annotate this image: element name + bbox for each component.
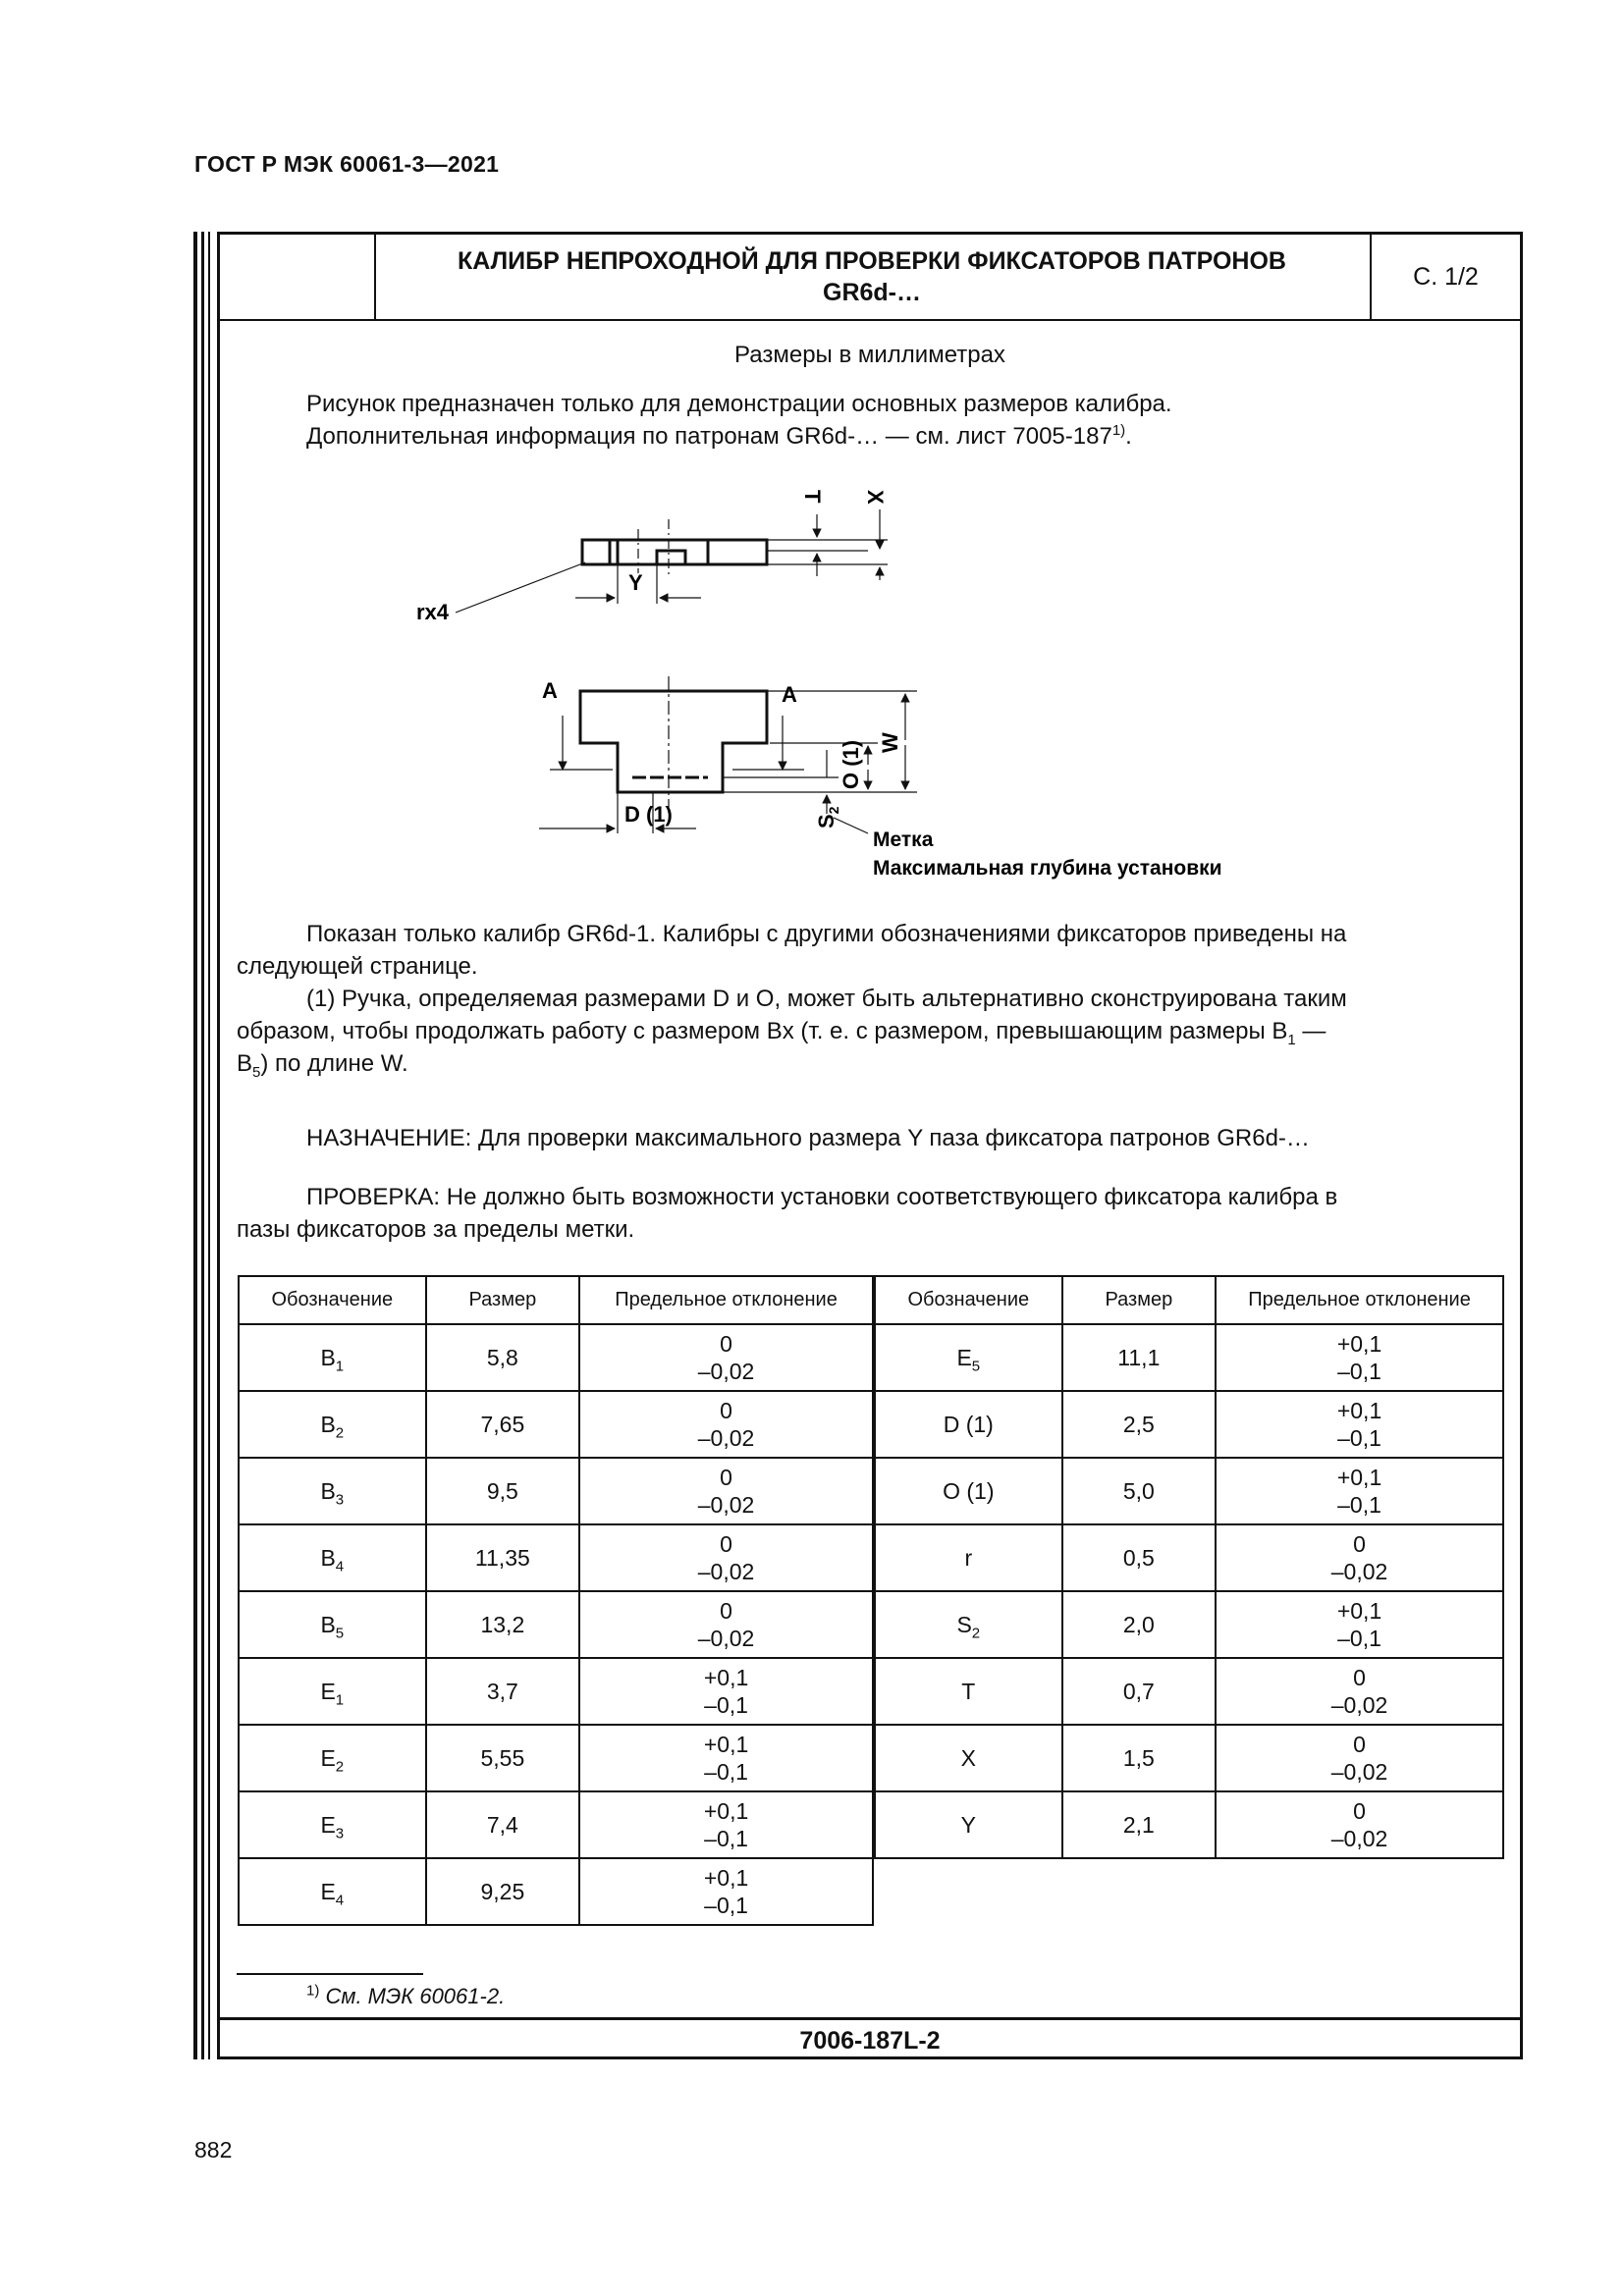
upper-deviation: 0 bbox=[1353, 1732, 1366, 1757]
lower-deviation: –0,1 bbox=[704, 1893, 748, 1918]
check-line: ПРОВЕРКА: Не должно быть возможности установки соответствующего фиксатора калибра в bbox=[306, 1184, 1338, 1210]
upper-deviation: 0 bbox=[1353, 1665, 1366, 1690]
upper-deviation: +0,1 bbox=[703, 1732, 749, 1757]
upper-deviation: +0,1 bbox=[703, 1798, 749, 1824]
deviation-cell bbox=[1216, 1791, 1503, 1858]
title-line: КАЛИБР НЕПРОХОДНОЙ ДЛЯ ПРОВЕРКИ ФИКСАТОРОВ ПАТРОНОВ bbox=[458, 247, 1286, 275]
upper-deviation: +0,1 bbox=[1336, 1331, 1382, 1357]
check-line: пазы фиксаторов за пределы метки. bbox=[237, 1216, 635, 1243]
note-line: Показан только калибр GR6d-1. Калибры с другими обозначениями фиксаторов приведены на bbox=[306, 921, 1347, 947]
size-cell: 2,1 bbox=[1062, 1791, 1216, 1858]
deviation-cell bbox=[1216, 1591, 1503, 1658]
size-cell: 7,65 bbox=[426, 1391, 579, 1458]
table-header-row bbox=[875, 1276, 1503, 1324]
designation-cell: Y bbox=[875, 1791, 1062, 1858]
table-row bbox=[239, 1858, 873, 1925]
size-cell: 9,25 bbox=[426, 1858, 579, 1925]
lower-deviation: –0,1 bbox=[1337, 1425, 1381, 1451]
upper-deviation: 0 bbox=[720, 1331, 732, 1357]
dimension-W-label: W bbox=[878, 732, 902, 753]
header-deviation: Предельное отклонение bbox=[1216, 1276, 1503, 1324]
lower-deviation: –0,1 bbox=[1337, 1359, 1381, 1384]
dimension-D-label: D (1) bbox=[624, 802, 673, 827]
designation-cell: D (1) bbox=[875, 1391, 1062, 1458]
size-cell: 3,7 bbox=[426, 1658, 579, 1725]
deviation-cell bbox=[579, 1391, 873, 1458]
upper-deviation: 0 bbox=[1353, 1798, 1366, 1824]
units-note: Размеры в миллиметрах bbox=[734, 342, 1005, 368]
dimensions-table-right bbox=[874, 1275, 1504, 1859]
deviation-cell bbox=[1216, 1391, 1503, 1458]
header-size: Размер bbox=[426, 1276, 579, 1324]
table-row bbox=[875, 1658, 1503, 1725]
upper-deviation: 0 bbox=[720, 1531, 732, 1557]
table-row bbox=[239, 1391, 873, 1458]
binding-rule bbox=[201, 232, 204, 2059]
upper-deviation: +0,1 bbox=[1336, 1598, 1382, 1624]
lower-deviation: –0,1 bbox=[1337, 1492, 1381, 1518]
deviation-cell bbox=[1216, 1458, 1503, 1524]
deviation-cell bbox=[579, 1725, 873, 1791]
lower-deviation: –0,1 bbox=[704, 1826, 748, 1851]
designation-cell: $E_4$ bbox=[239, 1858, 426, 1925]
deviation-cell bbox=[579, 1858, 873, 1925]
upper-deviation: +0,1 bbox=[703, 1665, 749, 1690]
upper-deviation: +0,1 bbox=[1336, 1398, 1382, 1423]
size-cell: 1,5 bbox=[1062, 1725, 1216, 1791]
lower-deviation: –0,1 bbox=[1337, 1626, 1381, 1651]
binding-rule bbox=[193, 232, 197, 2059]
upper-deviation: 0 bbox=[1353, 1531, 1366, 1557]
title-line: GR6d-… bbox=[823, 279, 921, 306]
lower-deviation: –0,02 bbox=[697, 1425, 755, 1451]
dimension-S2-label: $S_2$ bbox=[814, 806, 841, 828]
designation-cell: $B_5$ bbox=[239, 1591, 426, 1658]
designation-cell: $E_3$ bbox=[239, 1791, 426, 1858]
table-row bbox=[875, 1391, 1503, 1458]
designation-cell: $B_2$ bbox=[239, 1391, 426, 1458]
deviation-cell bbox=[579, 1591, 873, 1658]
footnote-text: См. МЭК 60061-2. bbox=[325, 1984, 506, 2008]
upper-deviation: +0,1 bbox=[703, 1865, 749, 1891]
header-designation: Обозначение bbox=[875, 1276, 1062, 1324]
designation-cell: $B_3$ bbox=[239, 1458, 426, 1524]
table-row bbox=[239, 1791, 873, 1858]
mark-label: Метка bbox=[873, 828, 934, 851]
designation-cell: $E_2$ bbox=[239, 1725, 426, 1791]
check-text bbox=[237, 1181, 1503, 1246]
section-A-left-label: A bbox=[542, 678, 558, 703]
footnote-separator bbox=[237, 1973, 423, 1975]
sheet-frame bbox=[217, 232, 1523, 2059]
dimension-Y-label: Y bbox=[628, 570, 643, 595]
table-row bbox=[239, 1324, 873, 1391]
designation-cell: r bbox=[875, 1524, 1062, 1591]
deviation-cell bbox=[579, 1324, 873, 1391]
top-view bbox=[456, 509, 888, 613]
lower-deviation: –0,02 bbox=[697, 1626, 755, 1651]
binding-rule bbox=[208, 232, 210, 2059]
deviation-cell bbox=[1216, 1725, 1503, 1791]
note-line: (1) Ручка, определяемая размерами D и O, может быть альтернативно сконструирована таким bbox=[306, 986, 1347, 1012]
upper-deviation: +0,1 bbox=[1336, 1465, 1382, 1490]
dimensions-table-left bbox=[238, 1275, 874, 1926]
deviation-cell bbox=[579, 1658, 873, 1725]
dimension-X-label: X bbox=[863, 490, 888, 505]
table-row bbox=[239, 1725, 873, 1791]
size-cell: 5,8 bbox=[426, 1324, 579, 1391]
designation-cell: $E_1$ bbox=[239, 1658, 426, 1725]
footnote-reference: 1) bbox=[1111, 422, 1126, 439]
lower-deviation: –0,1 bbox=[704, 1692, 748, 1718]
designation-cell: X bbox=[875, 1725, 1062, 1791]
table-row bbox=[875, 1591, 1503, 1658]
table-row bbox=[875, 1725, 1503, 1791]
size-cell: 0,5 bbox=[1062, 1524, 1216, 1591]
deviation-cell bbox=[1216, 1524, 1503, 1591]
lower-deviation: –0,02 bbox=[697, 1559, 755, 1584]
note-line: образом, чтобы продолжать работу с размером Bx (т. е. с размером, превышающим размеры $B_1$ — bbox=[237, 1018, 1326, 1048]
note-line: $B_5$) по длине W. bbox=[237, 1050, 408, 1081]
deviation-cell bbox=[579, 1458, 873, 1524]
header-size: Размер bbox=[1062, 1276, 1216, 1324]
sheet-id-footer: 7006-187L-2 bbox=[220, 2017, 1520, 2061]
intro-line: Дополнительная информация по патронам GR6d-… — см. лист 7005-187$^{1)}$. bbox=[306, 422, 1132, 450]
header-designation: Обозначение bbox=[239, 1276, 426, 1324]
table-row bbox=[239, 1524, 873, 1591]
lower-deviation: –0,02 bbox=[1330, 1692, 1388, 1718]
section-A-right-label: A bbox=[782, 682, 797, 707]
table-row bbox=[239, 1458, 873, 1524]
size-cell: 11,35 bbox=[426, 1524, 579, 1591]
lower-deviation: –0,02 bbox=[697, 1492, 755, 1518]
designation-cell: $S_2$ bbox=[875, 1591, 1062, 1658]
upper-deviation: 0 bbox=[720, 1598, 732, 1624]
intro-line: Рисунок предназначен только для демонстрации основных размеров калибра. bbox=[306, 391, 1172, 417]
size-cell: 0,7 bbox=[1062, 1658, 1216, 1725]
size-cell: 5,55 bbox=[426, 1725, 579, 1791]
deviation-cell bbox=[1216, 1324, 1503, 1391]
dimension-T-label: T bbox=[800, 490, 825, 504]
deviation-cell bbox=[579, 1791, 873, 1858]
size-cell: 2,0 bbox=[1062, 1591, 1216, 1658]
table-row bbox=[875, 1524, 1503, 1591]
table-header-row bbox=[239, 1276, 873, 1324]
radius-rx4-label: rx4 bbox=[416, 600, 450, 624]
size-cell: 7,4 bbox=[426, 1791, 579, 1858]
table-row bbox=[875, 1791, 1503, 1858]
size-cell: 11,1 bbox=[1062, 1324, 1216, 1391]
header-deviation: Предельное отклонение bbox=[579, 1276, 873, 1324]
page-number: 882 bbox=[194, 2137, 233, 2163]
table-row bbox=[239, 1591, 873, 1658]
lower-deviation: –0,02 bbox=[1330, 1826, 1388, 1851]
upper-deviation: 0 bbox=[720, 1465, 732, 1490]
gauge-drawing bbox=[220, 235, 1520, 922]
deviation-cell bbox=[579, 1524, 873, 1591]
table-row bbox=[239, 1658, 873, 1725]
size-cell: 2,5 bbox=[1062, 1391, 1216, 1458]
table-row bbox=[875, 1324, 1503, 1391]
sheet-counter: С. 1/2 bbox=[1413, 262, 1479, 291]
footnote bbox=[306, 1980, 505, 2012]
lower-deviation: –0,1 bbox=[704, 1759, 748, 1785]
document-code: ГОСТ Р МЭК 60061-3—2021 bbox=[194, 151, 500, 177]
designation-cell: $E_5$ bbox=[875, 1324, 1062, 1391]
table-row bbox=[875, 1458, 1503, 1524]
designation-cell: T bbox=[875, 1658, 1062, 1725]
note-line: следующей странице. bbox=[237, 953, 478, 980]
lower-deviation: –0,02 bbox=[1330, 1559, 1388, 1584]
designation-cell: $B_1$ bbox=[239, 1324, 426, 1391]
upper-deviation: 0 bbox=[720, 1398, 732, 1423]
designation-cell: $B_4$ bbox=[239, 1524, 426, 1591]
max-depth-label: Максимальная глубина установки bbox=[873, 857, 1222, 880]
note-paragraph bbox=[237, 918, 1503, 1080]
deviation-cell bbox=[1216, 1658, 1503, 1725]
lower-deviation: –0,02 bbox=[697, 1359, 755, 1384]
lower-deviation: –0,02 bbox=[1330, 1759, 1388, 1785]
purpose-text: НАЗНАЧЕНИЕ: Для проверки максимального размера Y паза фиксатора патронов GR6d-… bbox=[306, 1125, 1310, 1151]
size-cell: 5,0 bbox=[1062, 1458, 1216, 1524]
dimension-O-label: O (1) bbox=[839, 739, 863, 789]
size-cell: 13,2 bbox=[426, 1591, 579, 1658]
footnote-number: 1) bbox=[306, 1982, 320, 2000]
designation-cell: O (1) bbox=[875, 1458, 1062, 1524]
size-cell: 9,5 bbox=[426, 1458, 579, 1524]
